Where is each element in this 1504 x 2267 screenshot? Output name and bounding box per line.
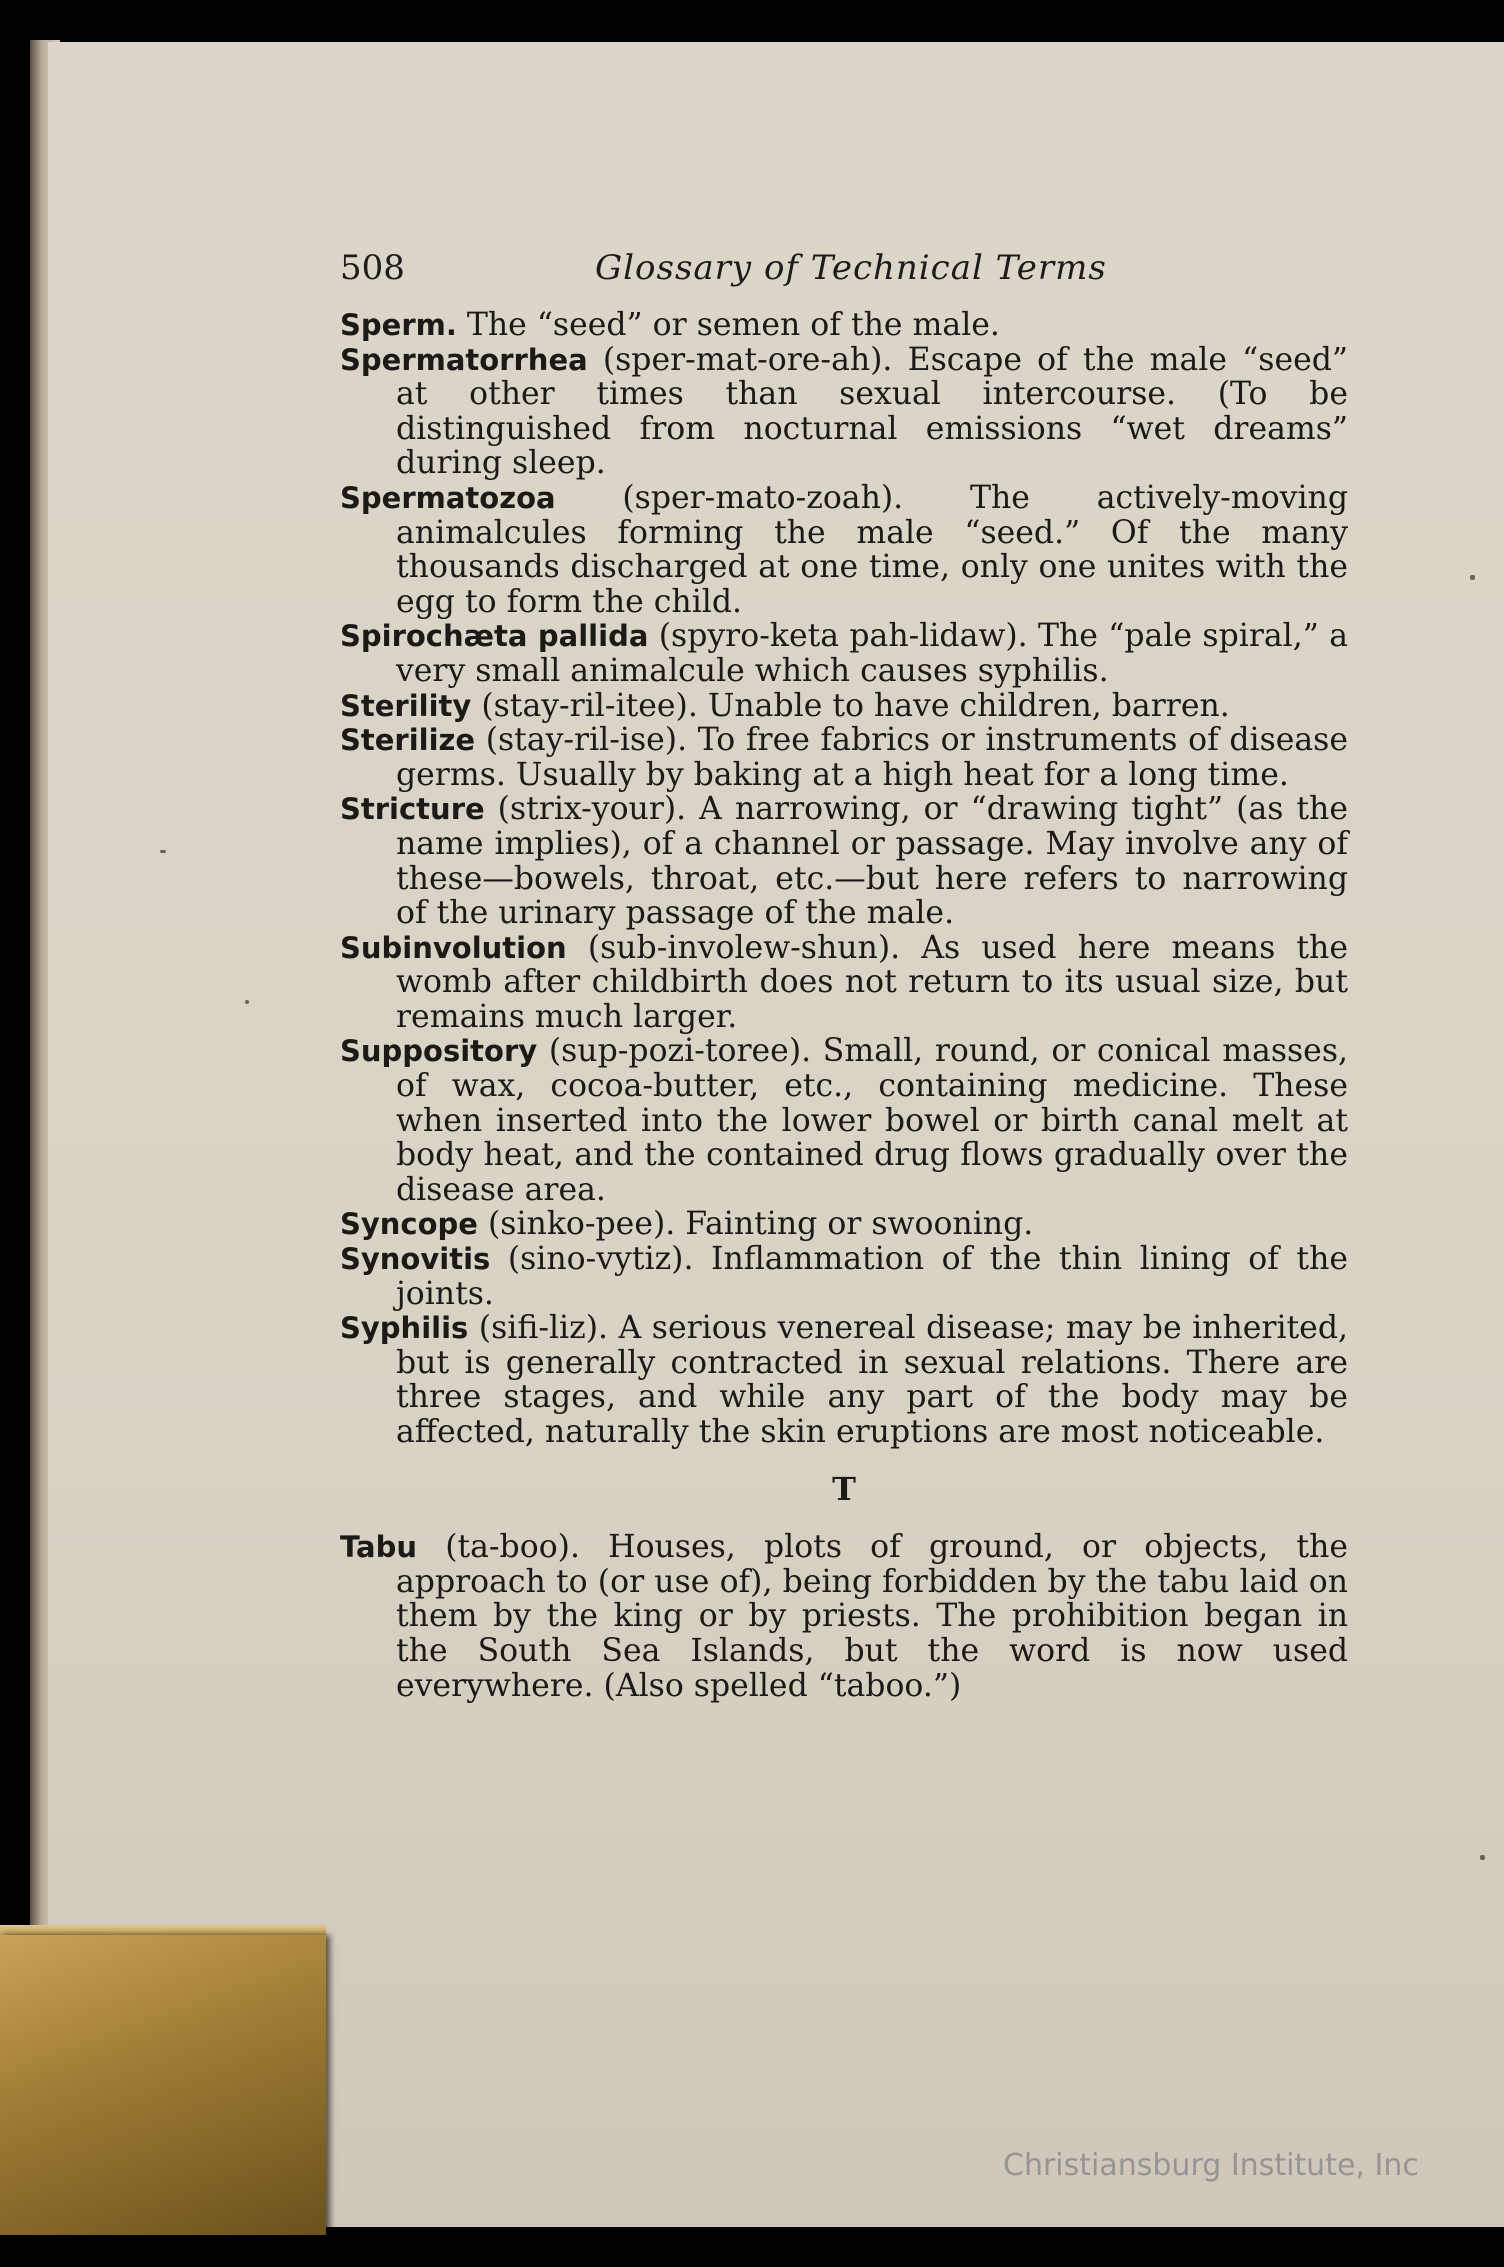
entry-definition: The “seed” or semen of the male.: [456, 307, 1000, 343]
entry-term: Suppository: [340, 1034, 538, 1069]
entry-definition: (stay-ril-ise). To free fabrics or instruments of disease germs. Usually by baking at a high heat for a long time.: [396, 722, 1348, 793]
entry-term: Synovitis: [340, 1242, 491, 1277]
section-letter: T: [832, 1469, 856, 1508]
entry-definition: (strix-your). A narrowing, or “drawing tight” (as the name implies), of a channel or passage. May involve any of these—bowels, throat, etc.—but here refers to narrowing of the urinary passage of the male.: [396, 791, 1348, 932]
speck: [1480, 1855, 1485, 1860]
glossary-entry: [340, 1530, 1348, 1703]
glossary-entry: [340, 481, 1348, 619]
entry-definition: (sup-pozi-toree). Small, round, or conical masses, of wax, cocoa-butter, etc., containing medicine. These when inserted into the lower bowel or birth canal melt at body heat, and the contained drug flows gradually over the disease area.: [396, 1033, 1348, 1208]
glossary-entry: [340, 1242, 1348, 1311]
entry-definition: (sifi-liz). A serious venereal disease; may be inherited, but is generally contracted in sexual relations. There are three stages, and while any part of the body may be affected, naturally the skin eruptions are most noticeable.: [396, 1310, 1348, 1450]
entry-term: Spermatozoa: [340, 480, 556, 515]
glossary-entry: [340, 792, 1348, 930]
page-number: 508: [340, 248, 405, 288]
entry-term: Spermatorrhea: [340, 342, 588, 377]
glossary-entry: [340, 931, 1348, 1035]
entry-definition: (sper-mato-zoah). The actively-moving animalcules forming the male “seed.” Of the many thousands discharged at one time, only one unites with the egg to form the child.: [396, 479, 1348, 620]
glossary-entry: [340, 723, 1348, 792]
entry-definition: (sub-involew-shun). As used here means the womb after childbirth does not return to its usual size, but remains much larger.: [396, 929, 1348, 1035]
speck: [1470, 575, 1475, 580]
entry-definition: (sper-mat-ore-ah). Escape of the male “seed” at other times than sexual intercourse. (To be distinguished from nocturnal emissions “wet dreams” during sleep.: [396, 341, 1348, 482]
glossary-entry: [340, 619, 1348, 688]
watermark: Christiansburg Institute, Inc: [1003, 2148, 1419, 2183]
entry-definition: (ta-boo). Houses, plots of ground, or objects, the approach to (or use of), being forbidden by the tabu laid on them by the king or by priests. The prohibition began in the South Sea Islands, but the word is now used everywhere. (Also spelled “taboo.”): [396, 1529, 1348, 1704]
entry-term: Syncope: [340, 1207, 478, 1242]
glossary-entry: [340, 689, 1348, 724]
glossary-entry: [340, 1311, 1348, 1449]
glossary-entry: [340, 1034, 1348, 1207]
entry-definition: (sino-vytiz). Inflammation of the thin lining of the joints.: [396, 1241, 1348, 1312]
entry-definition: (stay-ril-itee). Unable to have children, barren.: [471, 687, 1230, 724]
entry-term: Subinvolution: [340, 930, 567, 965]
page-header: [340, 248, 1350, 298]
brass-clip: [0, 1935, 326, 2235]
glossary-entries: [340, 308, 1348, 1703]
glossary-entry: [340, 343, 1348, 481]
entry-definition: (spyro-keta pah-lidaw). The “pale spiral,” a very small animalcule which causes syphilis.: [396, 618, 1348, 689]
glossary-entry: [340, 1207, 1348, 1242]
entry-term: Sperm.: [340, 308, 457, 342]
entry-term: Sterilize: [340, 723, 476, 758]
running-title: Glossary of Technical Terms: [595, 248, 1107, 288]
entry-term: Stricture: [340, 792, 485, 827]
speck: [160, 850, 166, 853]
glossary-entry: [340, 308, 1348, 343]
entry-term: Spirochæta pallida: [340, 619, 649, 654]
entry-term: Syphilis: [340, 1311, 469, 1346]
entry-term: Tabu: [340, 1530, 418, 1565]
entry-definition: (sinko-pee). Fainting or swooning.: [477, 1206, 1034, 1243]
entry-term: Sterility: [340, 688, 472, 723]
speck: [245, 1000, 249, 1004]
